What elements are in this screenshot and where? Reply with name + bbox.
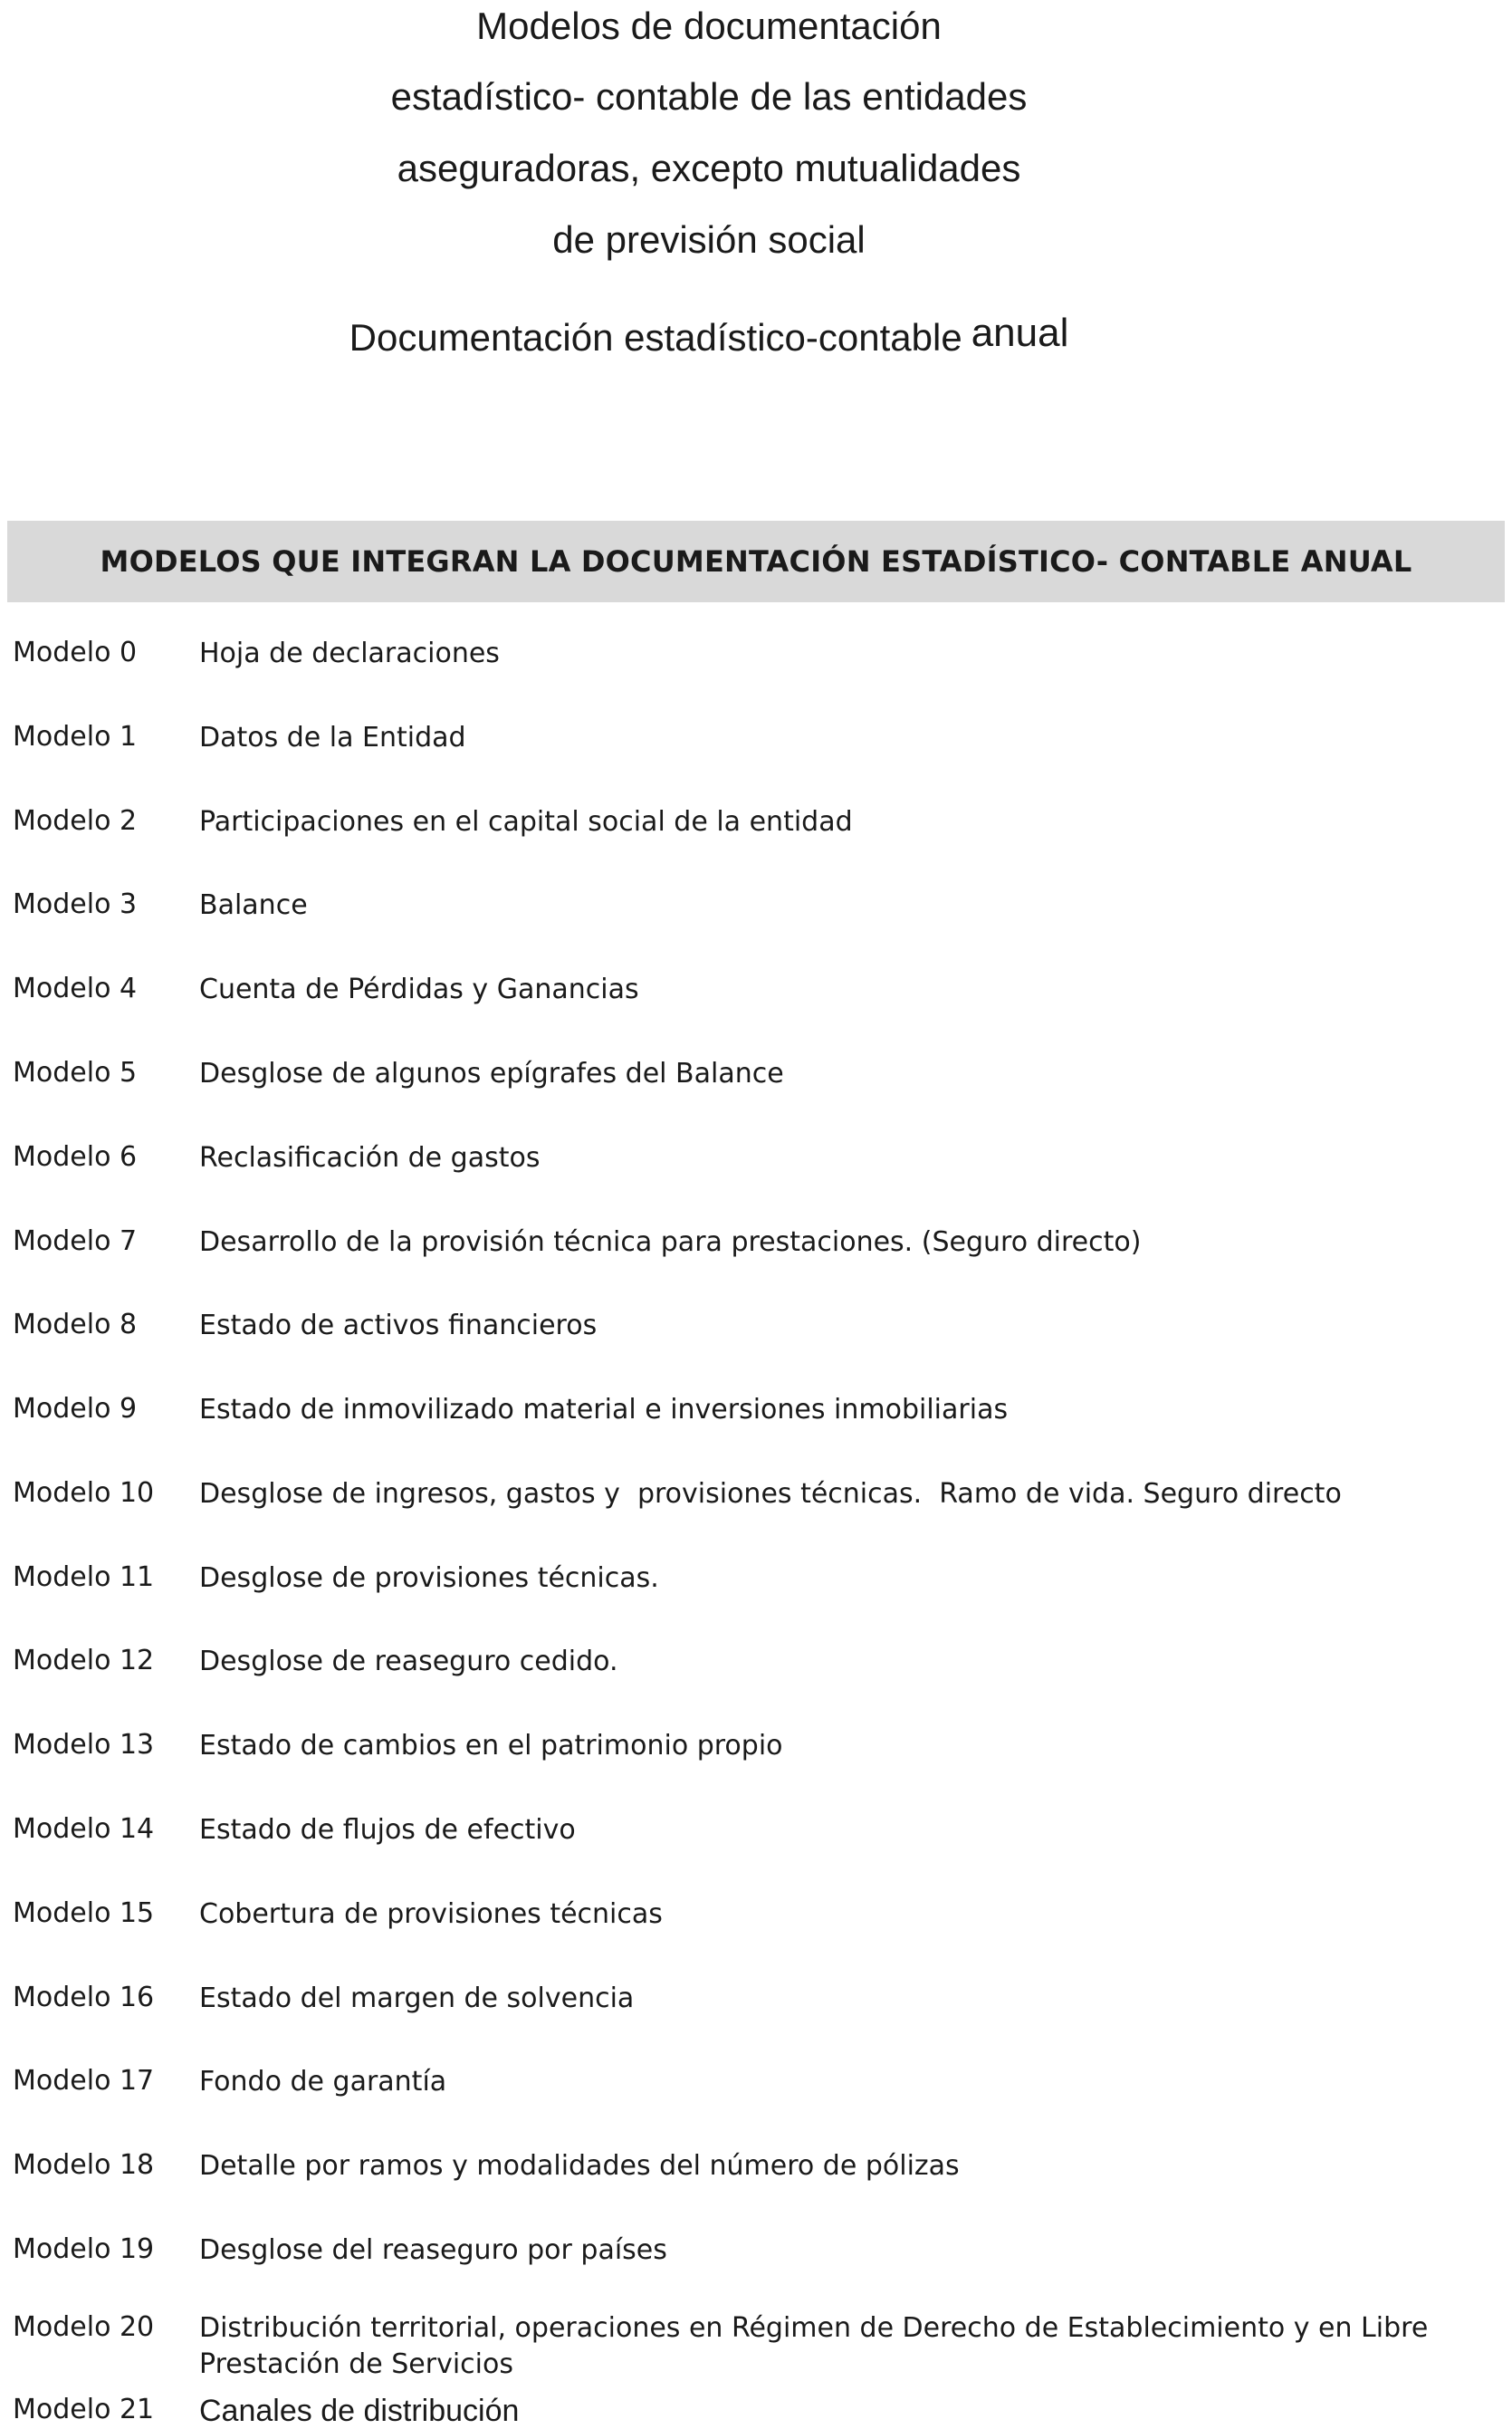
model-description: Desglose de provisiones técnicas. bbox=[199, 1562, 659, 1594]
model-code: Modelo 1 bbox=[13, 721, 138, 753]
model-description: Estado de cambios en el patrimonio propio bbox=[199, 1730, 783, 1762]
model-description: Estado de inmovilizado material e inversiones inmobiliarias bbox=[199, 1394, 1009, 1426]
model-code: Modelo 11 bbox=[13, 1561, 155, 1593]
document-title-line-2: estadístico- contable de las entidades bbox=[390, 75, 1028, 118]
model-description: Participaciones en el capital social de la entidad bbox=[199, 806, 853, 838]
model-code: Modelo 19 bbox=[13, 2233, 155, 2265]
model-description: Detalle por ramos y modalidades del número de pólizas bbox=[199, 2150, 960, 2182]
model-description: Canales de distribución bbox=[199, 2394, 520, 2428]
model-code: Modelo 21 bbox=[13, 2394, 155, 2425]
model-code: Modelo 12 bbox=[13, 1645, 155, 1676]
model-description: Estado de flujos de efectivo bbox=[199, 1814, 576, 1846]
model-code: Modelo 18 bbox=[13, 2149, 155, 2181]
model-description: Reclasificación de gastos bbox=[199, 1142, 541, 1174]
model-description: Desglose de reaseguro cedido. bbox=[199, 1646, 618, 1677]
model-code: Modelo 17 bbox=[13, 2065, 155, 2097]
model-code: Modelo 7 bbox=[13, 1225, 138, 1257]
model-description: Distribución territorial, operaciones en Régimen de Derecho de Establecimiento y en Libre Prestación de Servicios bbox=[199, 2312, 1429, 2380]
model-description: Estado del margen de solvencia bbox=[199, 1983, 635, 2014]
model-code: Modelo 0 bbox=[13, 637, 138, 668]
model-code: Modelo 10 bbox=[13, 1477, 155, 1509]
model-code: Modelo 14 bbox=[13, 1813, 155, 1845]
document-title-line-4: de previsión social bbox=[552, 218, 866, 261]
model-code: Modelo 13 bbox=[13, 1729, 155, 1761]
model-description: Desglose de algunos epígrafes del Balance bbox=[199, 1058, 784, 1090]
model-description: Hoja de declaraciones bbox=[199, 638, 500, 669]
model-code: Modelo 6 bbox=[13, 1141, 138, 1173]
model-code: Modelo 3 bbox=[13, 888, 138, 920]
document-title-line-1: Modelos de documentación bbox=[476, 5, 942, 47]
model-description: Fondo de garantía bbox=[199, 2066, 447, 2098]
subtitle-tail-text: anual bbox=[971, 311, 1069, 355]
model-description: Desglose del reaseguro por países bbox=[199, 2234, 667, 2266]
model-description: Cobertura de provisiones técnicas bbox=[199, 1898, 663, 1930]
model-description: Desglose de ingresos, gastos y provisiones técnicas. Ramo de vida. Seguro directo bbox=[199, 1478, 1342, 1510]
document-title-line-3: aseguradoras, excepto mutualidades bbox=[397, 147, 1021, 189]
model-code: Modelo 5 bbox=[13, 1057, 138, 1089]
model-description: Estado de activos financieros bbox=[199, 1310, 598, 1341]
model-code: Modelo 16 bbox=[13, 1982, 155, 2013]
model-description: Desarrollo de la provisión técnica para prestaciones. (Seguro directo) bbox=[199, 1226, 1142, 1258]
model-code: Modelo 9 bbox=[13, 1393, 138, 1425]
model-description: Cuenta de Pérdidas y Ganancias bbox=[199, 974, 639, 1005]
model-code: Modelo 8 bbox=[13, 1309, 138, 1340]
section-header-title: MODELOS QUE INTEGRAN LA DOCUMENTACIÓN ESTADÍSTICO- CONTABLE ANUAL bbox=[100, 544, 1412, 579]
model-code: Modelo 20 bbox=[13, 2311, 155, 2343]
subtitle-main-text: Documentación estadístico-contable bbox=[349, 316, 962, 359]
model-code: Modelo 2 bbox=[13, 805, 138, 837]
model-description: Datos de la Entidad bbox=[199, 722, 466, 754]
model-description: Balance bbox=[199, 889, 308, 921]
model-code: Modelo 4 bbox=[13, 973, 138, 1004]
model-code: Modelo 15 bbox=[13, 1897, 155, 1929]
